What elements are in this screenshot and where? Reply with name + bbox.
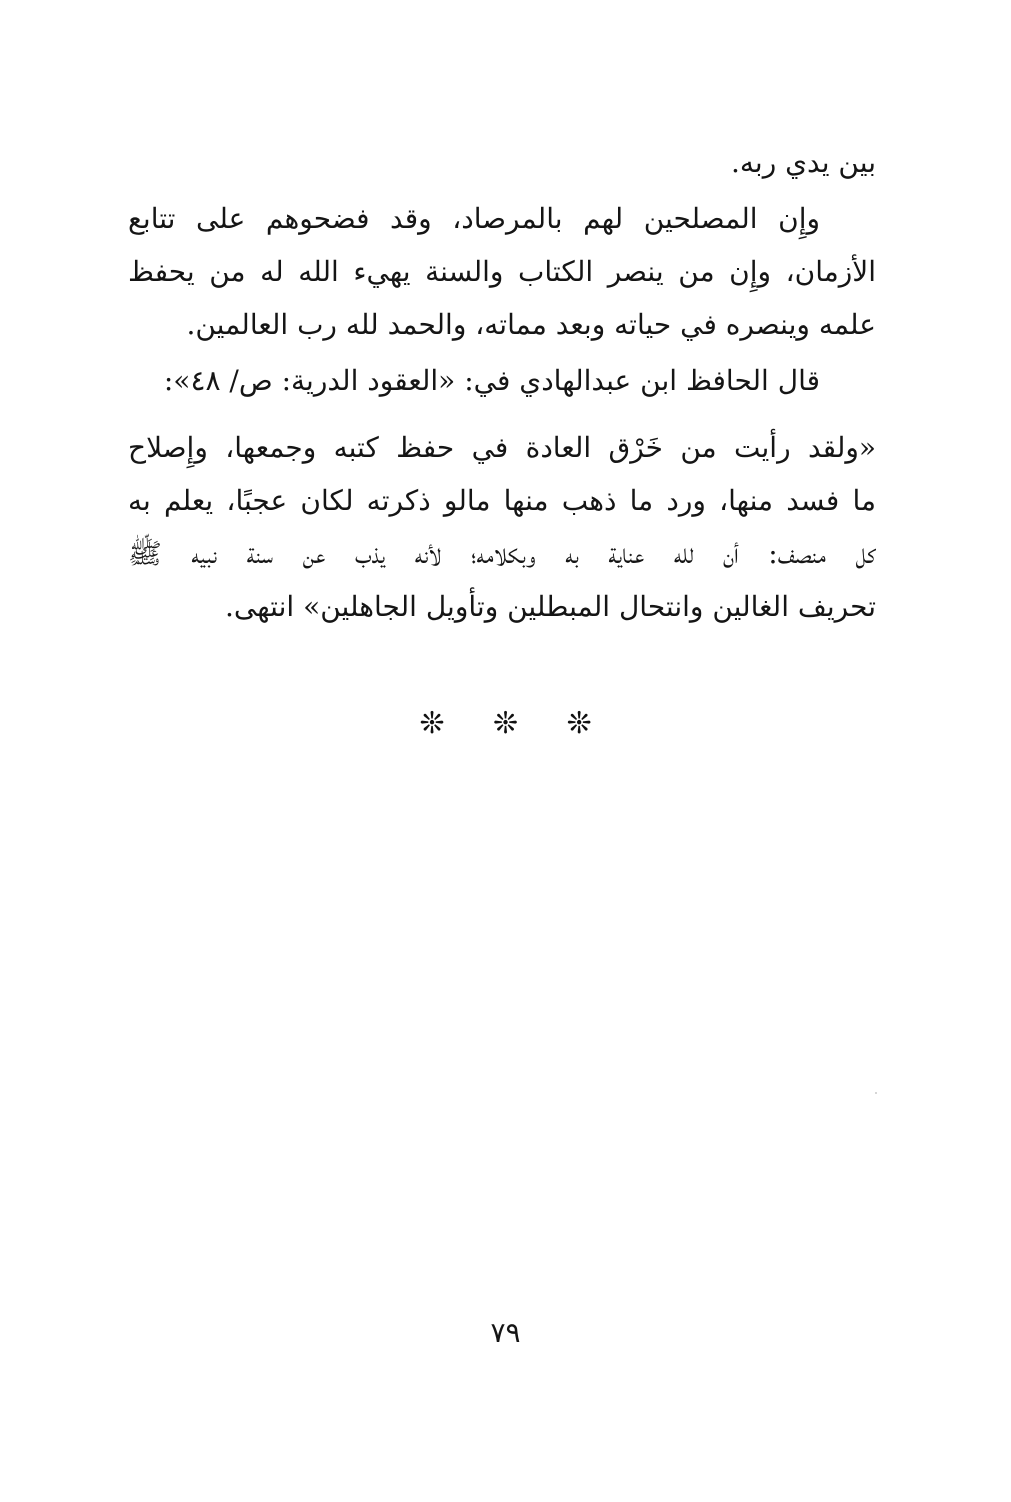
asterisk-ornament-icon: ❊	[566, 706, 592, 741]
scan-dust	[875, 1092, 877, 1094]
section-separator	[0, 706, 1011, 741]
quotation-paragraph	[128, 421, 876, 633]
quote-introduction	[128, 354, 876, 407]
text-line: الأزمان، وإِن من ينصر الكتاب والسنة يهيء الله له من يحفظ	[128, 255, 876, 288]
text-line: كل منصف: أن لله عناية به وبكلامه؛ لأنه يذب عن سنة نبيه ﷺ	[128, 537, 876, 570]
paragraph-reformers	[128, 192, 876, 351]
asterisk-ornament-icon: ❊	[419, 706, 445, 741]
text-line: قال الحافظ ابن عبدالهادي في: «العقود الدرية: ص/ ٤٨»:	[163, 364, 820, 397]
text-line: علمه وينصره في حياته وبعد مماته، والحمد لله رب العالمين.	[186, 308, 876, 341]
text-line: بين يدي ربه.	[731, 146, 876, 179]
asterisk-ornament-icon: ❊	[492, 706, 519, 741]
paragraph-continuation	[128, 136, 876, 189]
text-line: «ولقد رأيت من خَرْق العادة في حفظ كتبه وجمعها، وإِصلاح	[128, 431, 876, 464]
text-line: تحريف الغالين وانتحال المبطلين وتأويل الجاهلين» انتهى.	[225, 590, 876, 623]
text-line: ما فسد منها، ورد ما ذهب منها مالو ذكرته لكان عجبًا، يعلم به	[128, 484, 876, 517]
page-number: ٧٩	[490, 1316, 521, 1349]
text-line: وإِن المصلحين لهم بالمرصاد، وقد فضحوهم على تتابع	[128, 202, 820, 235]
